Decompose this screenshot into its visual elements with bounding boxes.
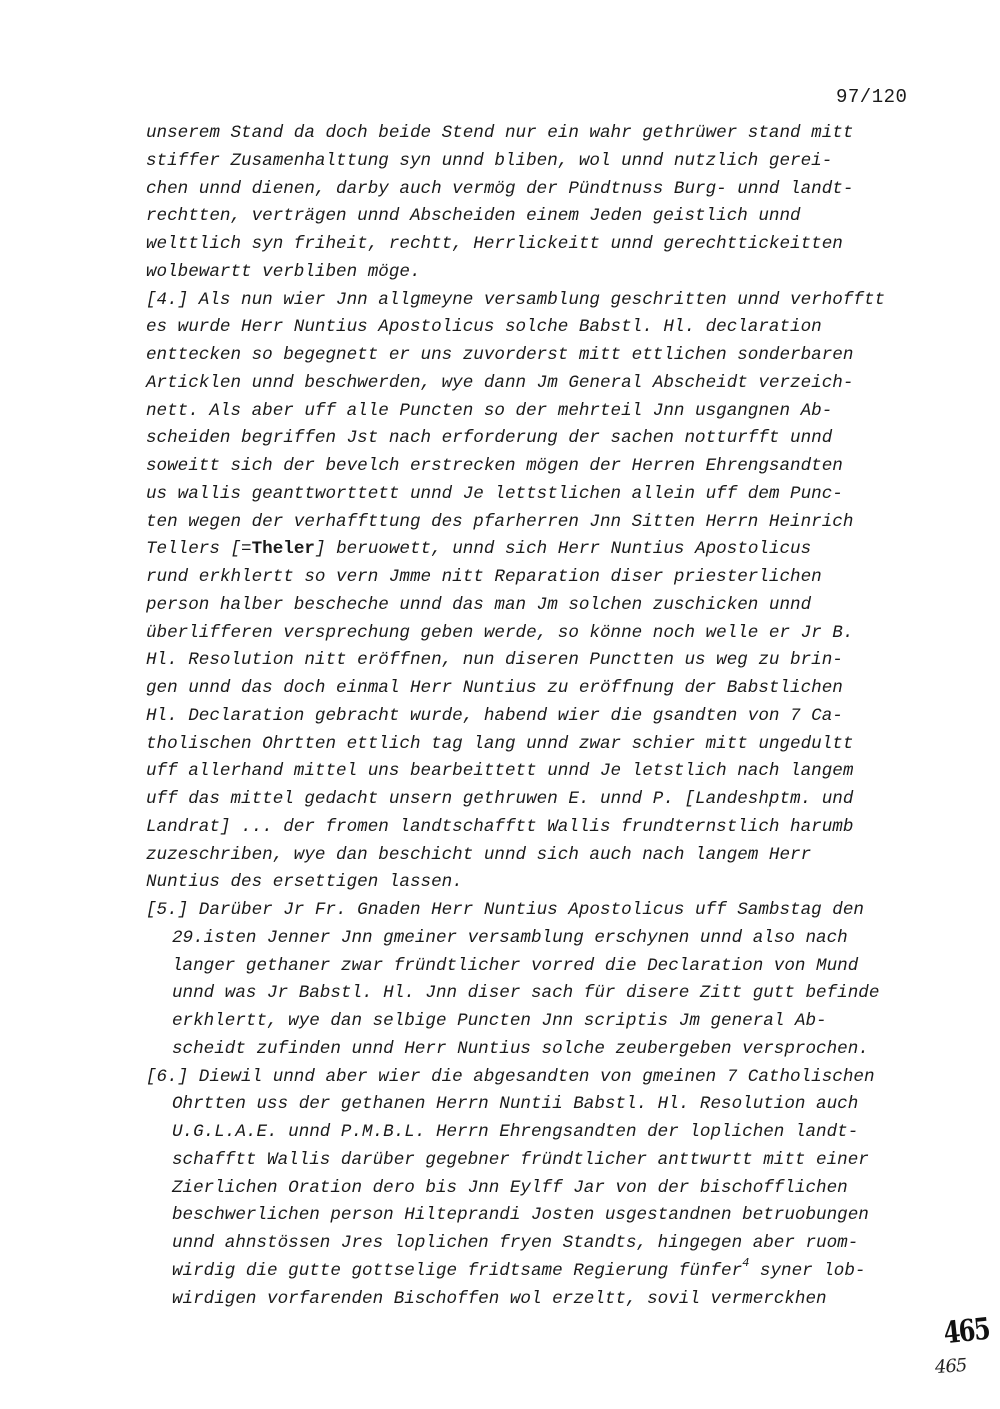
text-line: wirdigen vorfarenden Bischoffen wol erzeltt, sovil vermerckhen [172, 1288, 827, 1309]
text-line: Articklen unnd beschwerden, wye dann Jm General Abscheidt verzeich- [146, 372, 854, 393]
handwritten-page-number: 465 [941, 1311, 991, 1352]
text-segment: wirdig die gutte gottselige fridtsame Regierung fünfer [172, 1260, 743, 1281]
text-line [146, 1255, 926, 1286]
text-line: beschwerlichen person Hilteprandi Josten usgestandnen betruobungen [172, 1205, 869, 1226]
text-line: zuzeschriben, wye dan beschicht unnd sich auch nach langem Herr [146, 844, 812, 865]
text-line: scheidt zufinden unnd Herr Nuntius solche zeubergeben versprochen. [172, 1038, 869, 1059]
text-line: U.G.L.A.E. unnd P.M.B.L. Herrn Ehrengsandten der loplichen landt- [172, 1122, 859, 1142]
text-line: es wurde Herr Nuntius Apostolicus solche Babstl. Hl. declaration [146, 317, 822, 338]
text-line: überlifferen versprechung geben werde, so könne noch welle er Jr B. [146, 622, 854, 643]
text-line: unnd ahnstössen Jres loplichen fryen Standts, hingegen aber ruom- [172, 1233, 859, 1253]
text-segment: Tellers [= [146, 539, 252, 560]
text-line: uff allerhand mittel uns bearbeittett unnd Je letstlich nach langem [146, 761, 854, 782]
text-line: gen unnd das doch einmal Herr Nuntius zu eröffnung der Babstlichen [146, 678, 843, 698]
text-line: Ohrtten uss der gethanen Herrn Nuntii Babstl. Hl. Resolution auch [172, 1094, 859, 1115]
footnote-marker: 4 [742, 1255, 750, 1270]
text-line: uff das mittel gedacht unsern gethruwen E. unnd P. [Landeshptm. und [146, 789, 854, 809]
text-segment: syner lob- [749, 1260, 866, 1281]
text-line: rechtten, verträgen unnd Abscheiden einem Jeden geistlich unnd [146, 206, 801, 227]
text-line: Nuntius des ersettigen lassen. [146, 872, 463, 893]
text-line: 29.isten Jenner Jnn gmeiner versamblung erschynen unnd also nach [172, 927, 848, 948]
text-line: enttecken so begegnett er uns zuvorderst mitt ettlichen sonderbaren [146, 345, 854, 365]
text-line: ten wegen der verhaffttung des pfarherren Jnn Sitten Herrn Heinrich [146, 511, 854, 532]
text-line: unnd was Jr Babstl. Hl. Jnn diser sach für disere Zitt gutt befinde [172, 983, 880, 1004]
text-line: schafftt Wallis darüber gegebner fründtlicher anttwurtt mitt einer [172, 1149, 869, 1170]
text-line: [5.] Darüber Jr Fr. Gnaden Herr Nuntius Apostolicus uff Sambstag den [146, 900, 864, 920]
text-line: nett. Als aber uff alle Puncten so der mehrteil Jnn usgangnen Ab- [146, 400, 833, 421]
text-line: Hl. Declaration gebracht wurde, habend wier die gsandten von 7 Ca- [146, 705, 843, 726]
page-number: 97/120 [836, 86, 908, 108]
handwritten-page-number-small: 465 [934, 1354, 968, 1379]
text-line: chen unnd dienen, darby auch vermög der Pündtnuss Burg- unnd landt- [146, 178, 854, 199]
text-segment: ] beruowett, unnd sich Herr Nuntius Apostolicus [314, 539, 812, 560]
text-line [146, 536, 926, 564]
text-line: wolbewartt verbliben möge. [146, 261, 421, 282]
text-line: soweitt sich der bevelch erstrecken mögen der Herren Ehrengsandten [146, 456, 843, 476]
text-line: stiffer Zusamenhalttung syn unnd bliben, wol unnd nutzlich gerei- [146, 150, 833, 171]
text-line: person halber bescheche unnd das man Jm solchen zuschicken unnd [146, 594, 812, 615]
text-line: Landrat] ... der fromen landtschafftt Wallis frundternstlich harumb [146, 816, 854, 837]
text-line: [4.] Als nun wier Jnn allgmeyne versamblung geschritten unnd verhofftt [146, 289, 886, 310]
text-line: langer gethaner zwar fründtlicher vorred die Declaration von Mund [172, 955, 859, 976]
text-line: tholischen Ohrtten ettlich tag lang unnd zwar schier mitt ungedultt [146, 733, 854, 754]
body-text [146, 120, 926, 1313]
text-line: erkhlertt, wye dan selbige Puncten Jnn scriptis Jm general Ab- [172, 1011, 827, 1031]
text-line: scheiden begriffen Jst nach erforderung der sachen notturfft unnd [146, 428, 833, 449]
text-line: Zierlichen Oration dero bis Jnn Eylff Jar von der bischofflichen [172, 1177, 848, 1198]
text-line: us wallis geanttworttett unnd Je lettstlichen allein uff dem Punc- [146, 483, 843, 504]
text-line: [6.] Diewil unnd aber wier die abgesandten von gmeinen 7 Catholischen [146, 1066, 875, 1087]
text-line: unserem Stand da doch beide Stend nur ein wahr gethrüwer stand mitt [146, 123, 854, 143]
text-line: rund erkhlertt so vern Jmme nitt Reparation diser priesterlichen [146, 567, 822, 587]
text-line: welttlich syn friheit, rechtt, Herrlickeitt unnd gerechttickeitten [146, 234, 843, 254]
text-line: Hl. Resolution nitt eröffnen, nun diseren Punctten us weg zu brin- [146, 650, 843, 671]
bold-name: Theler [251, 539, 315, 560]
